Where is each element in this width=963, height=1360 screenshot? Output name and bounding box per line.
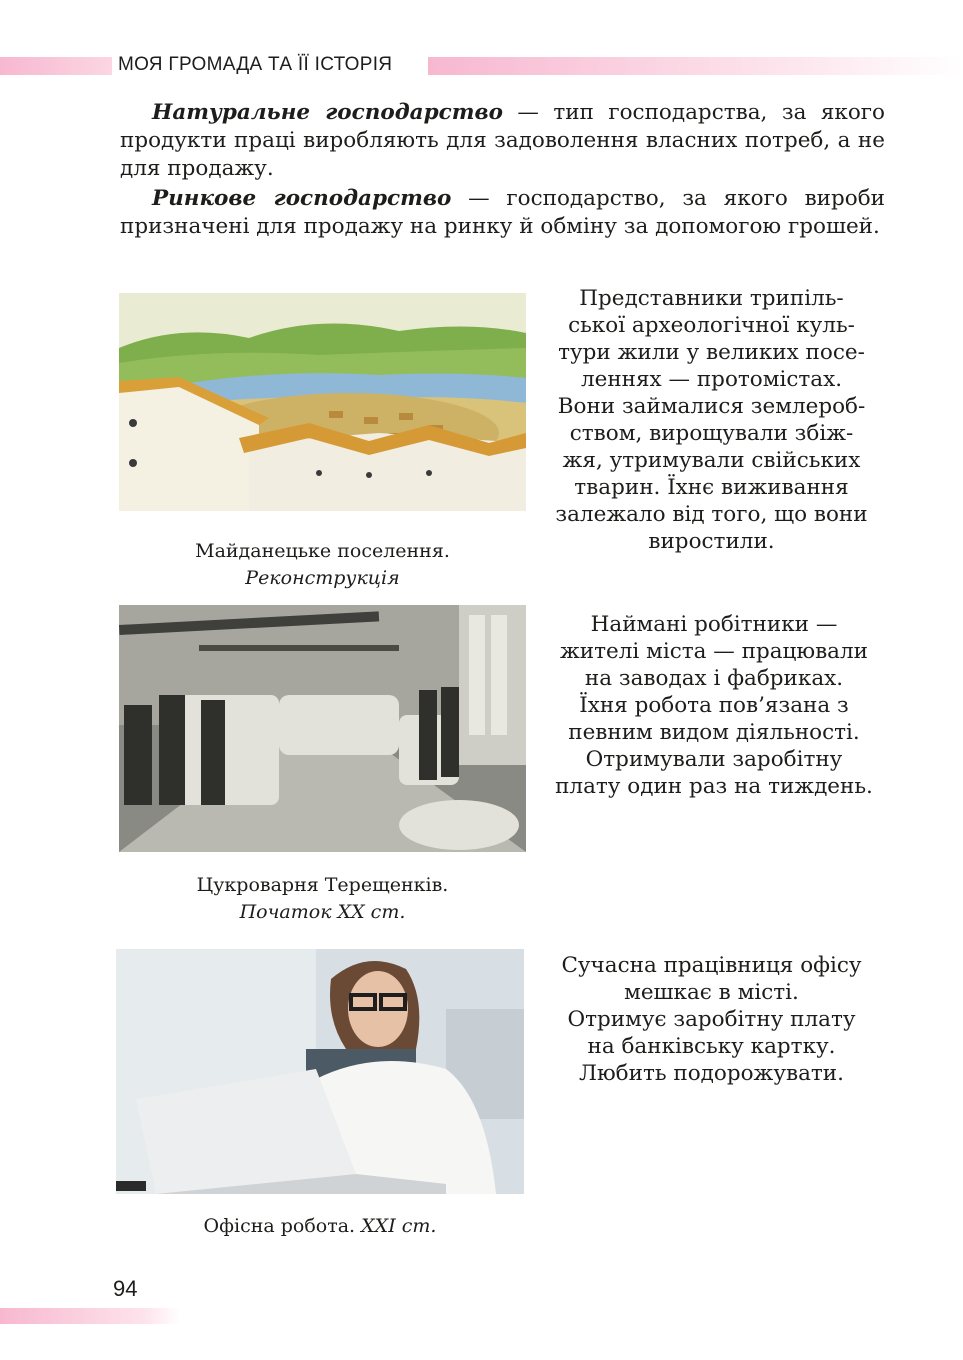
sugar-factory-photo [119, 605, 526, 852]
header-band-left [0, 57, 112, 75]
side-line: залежало від того, що вони [555, 502, 868, 527]
caption-title: Офісна робота. XXI ст. [203, 1215, 437, 1237]
side-line: жителі міста — працювали [560, 639, 868, 664]
side-line: плату один раз на тиждень. [555, 774, 873, 799]
side-line: на банківську картку. [587, 1034, 836, 1059]
side-line: леннях — протомістах. [580, 367, 843, 392]
side-line: виростили. [648, 529, 775, 554]
side-line: Представники трипіль- [579, 286, 844, 311]
caption-subtitle: Початок XX ст. [239, 901, 406, 923]
side-line: на заводах і фабриках. [584, 666, 844, 691]
side-text-office-work [538, 952, 885, 1087]
side-line: Сучасна працівниця офісу [561, 953, 862, 978]
caption-sugar-factory [119, 872, 526, 926]
caption-title: Цукроварня Терещенків. [196, 874, 449, 896]
caption-subtitle: XXI ст. [361, 1215, 437, 1237]
side-text-sugar-factory [538, 611, 890, 800]
caption-title: Майданецьке поселення. [195, 540, 450, 562]
side-line: ством, вирощували збіж- [569, 421, 854, 446]
definition-text: — господарство, за якого вироби призначені для продажу на ринку й обміну за допомогою грошей. [120, 186, 885, 239]
caption-trypillia [119, 538, 526, 592]
caption-office-work [116, 1213, 524, 1240]
side-line: Наймані робітники — [590, 612, 838, 637]
side-line: Отримує заробітну плату [567, 1007, 856, 1032]
side-line: мешкає в місті. [624, 980, 799, 1005]
definition-natural-economy [120, 99, 885, 183]
side-line: ської археологічної куль- [568, 313, 855, 338]
trypillia-settlement-illustration [119, 293, 526, 511]
definition-term: Натуральне господарство [152, 100, 503, 125]
definition-market-economy [120, 185, 885, 241]
page-header-title: МОЯ ГРОМАДА ТА ЇЇ ІСТОРІЯ [118, 54, 393, 75]
side-line: певним видом діяльності. [568, 720, 860, 745]
page-number: 94 [113, 1276, 138, 1301]
side-text-trypillia [538, 285, 885, 555]
definition-term: Ринкове господарство [152, 186, 452, 211]
definition-text: — тип господарства, за якого продукти праці виробляють для задоволення власних потреб, а не для продажу. [120, 100, 885, 181]
office-worker-photo [116, 949, 524, 1194]
header-band-right [428, 57, 963, 75]
side-line: тури жили у великих посе- [558, 340, 865, 365]
side-line: жя, утримували свійських [562, 448, 861, 473]
side-line: Вони займалися землероб- [557, 394, 866, 419]
side-line: тварин. Їхнє виживання [574, 475, 849, 500]
side-line: Їхня робота пов’язана з [579, 693, 849, 718]
footer-band [0, 1308, 180, 1324]
side-line: Отримували заробітну [585, 747, 843, 772]
caption-subtitle: Реконструкція [245, 567, 400, 589]
side-line: Любить подорожувати. [579, 1061, 844, 1086]
